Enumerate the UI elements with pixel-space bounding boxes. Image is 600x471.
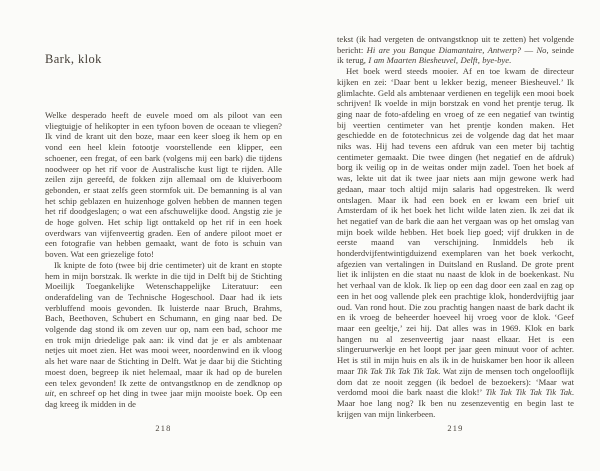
left-page-number: 218 — [155, 424, 172, 433]
text-run: . Maar hoe lang nog? Ik ben nu zesenzeventig en begin last te krijgen van mijn linkerbeen. — [337, 387, 574, 419]
chapter-title: Bark, klok — [45, 52, 102, 66]
text-run: Het boek werd steeds mooier. Af en toe kwam de directeur kijken en zei: ‘Daar bent u lekker bezig, meneer Biesheuvel.’ Ik glimlachte. Geld als ambtenaar verdienen en tegelijk een mooi boek schrijven! Ik voelde in mijn borstzak en vond het prentje terug. Ik ging naar de foto-afdeling en vroeg of ze een negatief van twintig bij veertien centimeter van het prentje konden maken. Het geschiedde en de fototechnicus zei de volgende dag dat het maar niks was. Hij had tevens een afdruk van een meter bij tachtig centimeter gemaakt. Die twee dingen (het negatief en de afdruk) borg ik veilig op in de weitas onder mijn zadel. Toen het boek af was, lekte uit dat ik twee jaar niets aan mijn gewone werk had gedaan, maar toch altijd mijn salaris had opgestreken. Ik werd ontslagen. Maar ik had een boek en er kwam een brief uit Amsterdam of ik het boek het licht wilde laten zien. Ik zei dat ik het negatief van de bark die aan het vergaan was op het omslag van mijn boek wilde hebben. Het boek liep goed; vijf drukken in de eerste maand van verschijning. Inmiddels heb ik honderdvijfentwintigduizend exemplaren van het boek verkocht, afgezien van vertalingen in Duitsland en Rusland. De grote prent liet ik inlijsten en die staat nu naast de klok in de boekenkast. Nu het verhaal van de klok. Ik liep op een dag door een zaal en zag op een in het oog vallende plek een prachtige klok, honderdvijftig jaar oud. Van rond hout. Die zou prachtig hangen naast de bark dacht ik en ik vroeg de beheerder hoeveel hij vroeg voor de klok. ‘Geef maar een geeltje,’ zei hij. Dat alles was in 1969. Klok en bark hangen nu al zesenveertig jaar naast elkaar. Het is een slingeruurwerkje en het loopt per jaar geen minuut voor of achter. Het is stil in mijn huis en als ik in de huiskamer ben hoor ik alleen maar — [337, 66, 574, 376]
right-page-text — [337, 34, 574, 419]
paragraph — [337, 66, 574, 419]
italic-text-run: I am Maarten Biesheuvel, Delft, bye-bye — [368, 55, 510, 66]
text-run: , en schreef op het ding in twee jaar mijn mooiste boek. Op een dag kreeg ik midden in de — [45, 388, 282, 409]
paragraph — [45, 110, 282, 260]
italic-text-run: No — [536, 44, 547, 55]
text-run: Ik knipte de foto (twee bij drie centimeter) uit de krant en stopte hem in mijn borstzak. Ik werkte in die tijd in Delft bij de Stichting Moeilijk Toegankelijke Wetenschappelijke Literatuur: een onderafdeling van de Technische Hogeschool. Daar had ik iets verbluffend moois gevonden. Ik luisterde naar Bruch, Brahms, Bach, Beethoven, Schubert en Schumann, en ging naar bed. De volgende dag stond ik om zeven uur op, nam een bad, schoor me en trok mijn driedelige pak aan: ik vind dat je er als ambtenaar netjes uit moet zien. Het was mooi weer, noordenwind en ik vloog als het ware naar de Stichting in Delft. Wat je daar bij die Stichting moest doen, begreep ik niet helemaal, maar ik had op de burelen een telex gevonden! Ik zette de ontvangstknop en de zendknop op — [45, 259, 282, 388]
text-run: . — [509, 55, 512, 66]
italic-text-run: Tik Tak Tik Tak Tik Tak — [356, 365, 439, 376]
right-page-number: 219 — [447, 424, 464, 433]
text-run: . Wat zijn de mensen toch ongelooflijk dom dat ze nooit zeggen (ik bedoel de bezoekers): ‘Maar wat verdomd mooi die bark naast die klok!’ — [337, 365, 574, 398]
paragraph — [45, 260, 282, 410]
italic-text-run: Tik Tak Tik Tak Tik Tak — [485, 387, 572, 398]
text-run: tekst (ik had vergeten de ontvangstknop uit te zetten) het volgende bericht: — [337, 34, 574, 55]
right-page — [337, 0, 574, 471]
paragraph — [337, 34, 574, 66]
text-run: — — [521, 44, 537, 55]
text-run: , seinde ik terug, — [337, 44, 574, 66]
left-page — [45, 0, 282, 471]
left-page-text — [45, 110, 282, 410]
italic-text-run: uit — [45, 388, 55, 399]
italic-text-run: Hi are you Banque Diamantaire, Antwerp? — [366, 44, 522, 55]
text-run: Welke desperado heeft de euvele moed om als piloot van een vliegtuigje of helikopter in een tyfoon boven de oceaan te vliegen? Ik vind de krant uit den boze, maar een keer sloeg ik hem op en vond een heel klein fotootje voorstellende een klipper, een schoener, een fregat, of een bark (volgens mij een bark) die tijdens noodweer op het rif voor de Australische kust ligt te rijden. Alle zeilen zijn gereefd, de fokken zijn allemaal om de kluiverboom gebonden, er staat zelfs geen stormfok uit. De bemanning is al van het schip geblazen en huizenhoge golven hebben de mannen tegen het rif doodgeslagen; o wat een afschuwelijke dood. Angstig zie je de hoge golven. Het schip ligt onttakeld op het rif in een hoek overdwars van vijfenveertig graden. Een of andere piloot moet er een fotografie van hebben gemaakt, want de foto is schuin van boven. Wat een griezelige foto! — [45, 110, 282, 260]
